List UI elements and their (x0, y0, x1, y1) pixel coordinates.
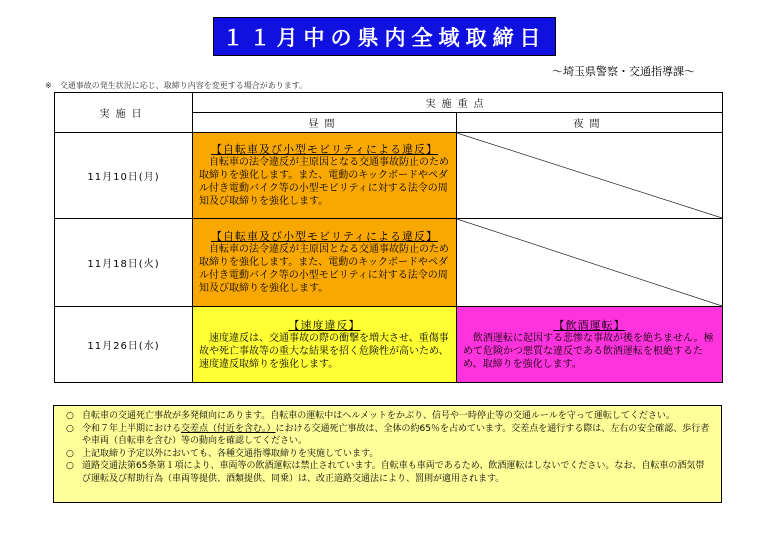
diagonal-line (457, 219, 722, 306)
day-cell (193, 307, 457, 383)
table-row (55, 133, 723, 219)
day-text: 自転車の法令違反が主原因となる交通事故防止のため取締りを強化します。また、電動のキックボードやペダル付き電動バイク等の小型モビリティに対する法令の周知及び取締りを強化します。 (199, 157, 449, 207)
note-text: 上記取締り予定以外においても、各種交通指導取締りを実施しています。 (82, 448, 379, 459)
notes-box (53, 405, 722, 503)
header-day: 昼間 (193, 113, 457, 133)
diagonal-line (457, 133, 722, 218)
note-text: 道路交通法第65条第１項により、車両等の飲酒運転は禁止されています。自転車も車両であるため、飲酒運転はしないでください。なお、自転車の酒気帯び運転及び幇助行為（車両等提供、酒類提供、同乗）は、改正道路交通法により、罰則が適用されます。 (82, 461, 705, 484)
header-night: 夜間 (457, 113, 723, 133)
table-row (55, 219, 723, 307)
bullet-icon: ○ (66, 448, 74, 459)
row-date: 11月18日(火) (55, 219, 193, 307)
bullet-icon: ○ (66, 411, 74, 421)
list-item (66, 448, 711, 461)
change-note: ※ 交通事故の発生状況に応じ、取締り内容を変更する場合があります。 (45, 81, 308, 90)
list-item (66, 460, 711, 485)
day-title: 【自転車及び小型モビリティによる違反】 (211, 143, 438, 156)
night-cell-empty (457, 219, 723, 307)
night-cell-empty (457, 133, 723, 219)
underlined-text: 交差点（付近を含む。） (181, 423, 276, 434)
day-title: 【速度違反】 (288, 318, 361, 332)
bullet-icon: ○ (66, 423, 74, 434)
list-item (66, 423, 711, 448)
row-date: 11月26日(水) (55, 307, 193, 383)
day-cell (193, 219, 457, 307)
table-row (55, 307, 723, 383)
enforcement-schedule-table (54, 92, 723, 383)
day-text: 自転車の法令違反が主原因となる交通事故防止のため取締りを強化します。また、電動のキックボードやペダル付き電動バイク等の小型モビリティに対する法令の周知及び取締りを強化します。 (199, 244, 449, 294)
night-text: 飲酒運転に起因する悲惨な事故が後を絶ちません。極めて危険かつ悪質な違反である飲酒運転を根絶するため、取締りを強化します。 (463, 332, 714, 370)
row-date: 11月10日(月) (55, 133, 193, 219)
night-title: 【飲酒運転】 (553, 318, 626, 332)
header-date: 実施日 (55, 93, 193, 133)
page-title: １１月中の県内全域取締日 (213, 17, 556, 56)
department-label: ～埼玉県警察・交通指導課～ (552, 65, 695, 78)
day-title: 【自転車及び小型モビリティによる違反】 (211, 230, 438, 243)
note-text: 自転車の交通死亡事故が多発傾向にあります。自転車の運転中はヘルメットをかぶり、信号や一時停止等の交通ルールを守って運転してください。 (82, 411, 675, 421)
bullet-icon: ○ (66, 461, 74, 471)
night-cell (457, 307, 723, 383)
day-text: 速度違反は、交通事故の際の衝撃を増大させ、重傷事故や死亡事故等の重大な結果を招く危険性が高いため、速度違反取締りを強化します。 (199, 332, 449, 370)
day-cell (193, 133, 457, 219)
header-focus: 実施重点 (193, 93, 723, 113)
list-item (66, 410, 711, 423)
note-text: 令和７年上半期における交差点（付近を含む。）における交通死亡事故は、全体の約65％を占めています。交差点を通行する際は、左右の安全確認、歩行者や車両（自転車を含む）等の動向を確認してください。 (82, 423, 710, 446)
